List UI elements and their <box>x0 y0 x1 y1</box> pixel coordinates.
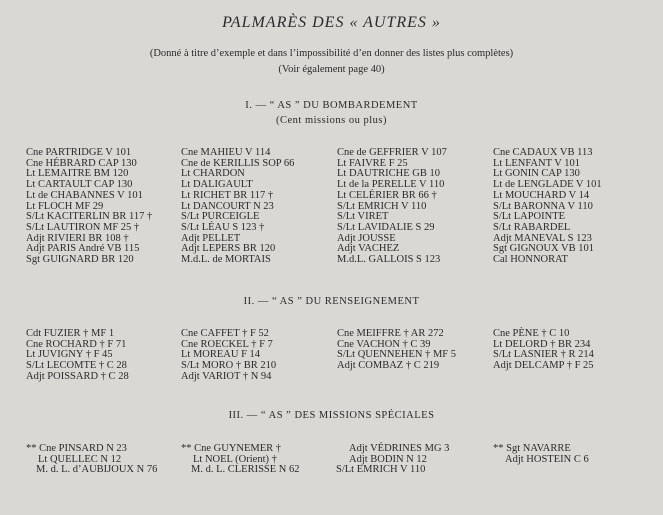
roster-entry: S/Lt LAVIDALIE S 29 <box>337 221 435 233</box>
roster-entry: Lt LEMAITRE BM 120 <box>26 168 129 180</box>
section-3-column-3 <box>336 444 449 476</box>
page-title: PALMARÈS DES « AUTRES » <box>222 14 441 31</box>
roster-entry: Adjt PELLET <box>181 232 241 244</box>
roster-entry: Lt CELÉRIER BR 66 † <box>337 189 437 201</box>
roster-entry: M. d. L. d’AUBIJOUX N 76 <box>36 464 158 476</box>
intro-note-line-1: (Donné à titre d’exemple et dans l’impossibilité d’en donner des listes plus complètes) <box>149 48 514 59</box>
roster-entry: Lt FLOCH MF 29 <box>26 200 104 212</box>
roster-entry: Cne de KERILLIS SOP 66 <box>181 157 295 169</box>
section-3-column-4 <box>493 444 589 465</box>
roster-entry: Lt DALIGAULT <box>181 179 253 191</box>
section-2-column-2 <box>181 329 276 383</box>
intro-note-line-2: (Voir également page 40) <box>278 64 385 75</box>
roster-entry: ** Sgt NAVARRE <box>493 443 571 454</box>
roster-entry: M. d. L. CLERISSE N 62 <box>191 464 300 476</box>
roster-entry: Lt CARTAULT CAP 130 <box>26 179 133 191</box>
roster-entry: M.d.L. GALLOIS S 123 <box>337 254 441 266</box>
roster-entry: Cne CADAUX VB 113 <box>493 147 593 158</box>
roster-entry: Lt NOEL (Orient) † <box>193 453 277 465</box>
section-3-heading: III. — “ AS ” DES MISSIONS SPÉCIALES <box>228 410 435 421</box>
section-1-column-4 <box>493 148 602 266</box>
roster-entry: S/Lt LAUTIRON MF 25 † <box>26 221 140 233</box>
section-3-column-1 <box>26 444 157 476</box>
roster-entry: Adjt VACHEZ <box>337 243 400 255</box>
section-1-heading: I. — “ AS ” DU BOMBARDEMENT <box>245 100 418 111</box>
roster-entry: Adjt PARIS André VB 115 <box>26 243 140 255</box>
roster-entry: S/Lt RABARDEL <box>493 221 571 233</box>
roster-entry: Lt MOREAU F 14 <box>181 349 261 361</box>
roster-entry: S/Lt LÉAU S 123 † <box>181 221 265 233</box>
roster-entry: ** Cne PINSARD N 23 <box>26 443 127 454</box>
roster-entry: S/Lt EMRICH V 110 <box>336 464 426 476</box>
roster-entry: Cne CAFFET † F 52 <box>181 328 269 339</box>
roster-entry: Adjt JOUSSE <box>337 232 396 244</box>
roster-entry: Cne ROCHARD † F 71 <box>26 338 127 350</box>
roster-entry: Adjt VÉDRINES MG 3 <box>349 443 450 454</box>
roster-entry: Lt de la PERELLE V 110 <box>337 179 445 191</box>
roster-entry: Adjt COMBAZ † C 219 <box>337 360 440 372</box>
roster-entry: S/Lt VIRET <box>337 211 389 223</box>
roster-entry: Cne de GEFFRIER V 107 <box>337 147 447 158</box>
section-1-column-1 <box>26 148 152 266</box>
roster-entry: Adjt RIVIERI BR 108 † <box>26 232 129 244</box>
roster-entry: Cne MEIFFRE † AR 272 <box>337 328 444 339</box>
roster-entry: S/Lt LAPOINTE <box>493 211 566 223</box>
roster-entry: Lt LENFANT V 101 <box>493 157 581 169</box>
roster-entry: S/Lt KACITERLIN BR 117 † <box>26 211 153 223</box>
roster-entry: Lt CHARDON <box>181 168 245 180</box>
roster-entry: Cne MAHIEU V 114 <box>181 147 271 158</box>
roster-entry: Adjt DELCAMP † F 25 <box>493 360 594 372</box>
roster-entry: Sgt GUIGNARD BR 120 <box>26 254 134 266</box>
roster-entry: S/Lt PURCEIGLE <box>181 211 260 223</box>
roster-entry: Cne VACHON † C 39 <box>337 338 431 350</box>
roster-entry: Lt DAUTRICHE GB 10 <box>337 168 440 180</box>
roster-entry: Lt RICHET BR 117 † <box>181 189 274 201</box>
roster-entry: Adjt POISSARD † C 28 <box>26 370 129 382</box>
roster-entry: Cne HÉBRARD CAP 130 <box>26 157 137 169</box>
roster-entry: Lt JUVIGNY † F 45 <box>26 349 113 361</box>
roster-entry: Adjt VARIOT † N 94 <box>181 370 272 382</box>
section-2-column-4 <box>493 329 594 372</box>
roster-entry: S/Lt LECOMTE † C 28 <box>26 360 127 372</box>
section-3-column-2 <box>181 444 300 476</box>
section-1-column-2 <box>181 148 294 266</box>
roster-entry: Lt GONIN CAP 130 <box>493 168 580 180</box>
roster-entry: Lt FAIVRE F 25 <box>337 157 408 169</box>
roster-entry: S/Lt LASNIER † R 214 <box>493 349 594 361</box>
section-1-column-3 <box>337 148 447 266</box>
roster-entry: Sgt GIGNOUX VB 101 <box>493 243 595 255</box>
roster-entry: Lt de LENGLADE V 101 <box>493 179 602 191</box>
roster-entry: Cal HONNORAT <box>493 254 568 266</box>
section-1-subheading: (Cent missions ou plus) <box>276 115 387 126</box>
section-2-column-3 <box>337 329 456 372</box>
roster-entry: S/Lt EMRICH V 110 <box>337 200 427 212</box>
roster-entry: Lt QUELLEC N 12 <box>38 453 122 465</box>
roster-entry: Cdt FUZIER † MF 1 <box>26 328 115 339</box>
roster-entry: S/Lt MORO † BR 210 <box>181 360 277 372</box>
roster-entry: S/Lt QUENNEHEN † MF 5 <box>337 349 457 361</box>
roster-entry: Lt de CHABANNES V 101 <box>26 189 143 201</box>
roster-entry: Lt DELORD † BR 234 <box>493 338 591 350</box>
roster-entry: Cne PÈNE † C 10 <box>493 328 570 339</box>
roster-entry: Adjt BODIN N 12 <box>349 453 427 465</box>
roster-entry: Adjt MANEVAL S 123 <box>493 232 592 244</box>
section-2-heading: II. — “ AS ” DU RENSEIGNEMENT <box>243 296 420 307</box>
roster-entry: Lt MOUCHARD V 14 <box>493 189 590 201</box>
roster-entry: Adjt LEPERS BR 120 <box>181 243 276 255</box>
roster-entry: S/Lt BARONNA V 110 <box>493 200 593 212</box>
roster-entry: Cne PARTRIDGE V 101 <box>26 147 132 158</box>
section-2-column-1 <box>26 329 129 383</box>
roster-entry: M.d.L. de MORTAIS <box>181 254 271 266</box>
roster-entry: Lt DANCOURT N 23 <box>181 200 274 212</box>
roster-entry: Adjt HOSTEIN C 6 <box>505 453 589 465</box>
roster-entry: ** Cne GUYNEMER † <box>181 443 282 454</box>
roster-entry: Cne ROECKEL † F 7 <box>181 338 273 350</box>
